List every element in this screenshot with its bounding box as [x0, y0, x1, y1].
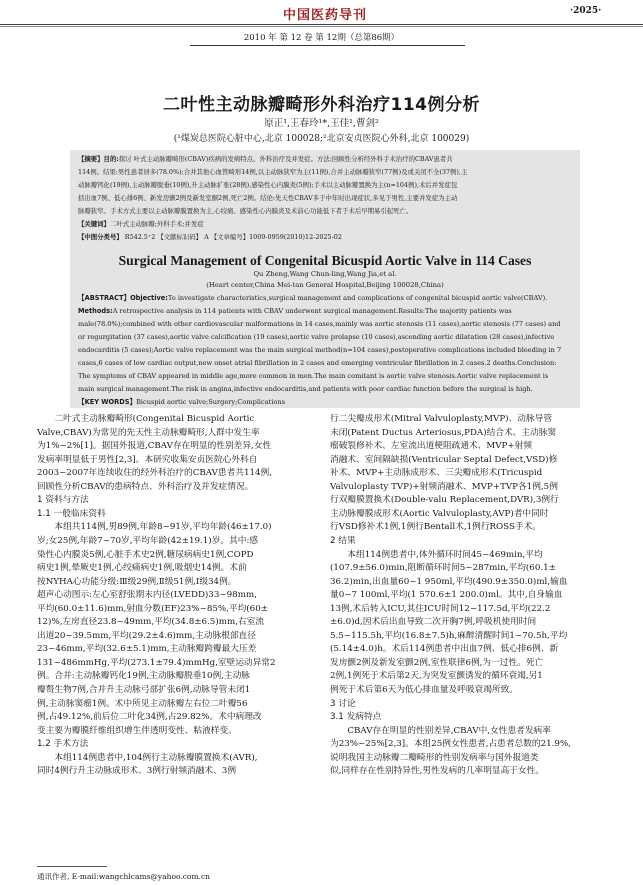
abstract_cn-line — [78, 179, 574, 192]
right_column-line: 3.1 发病特点 — [330, 712, 382, 723]
abstract_cn-line — [78, 166, 574, 179]
right_column-line: CBAV存在明显的性别差异,CBAV中,女性患者发病率 — [330, 725, 551, 736]
abstract_cn-text: 括出血7例、低心排6例、新发房颤2例及新发室颤2例,死亡2例。结论:先天性CBAV多于中年时出现症状,多见于男性,主要并发症为主动 — [78, 194, 458, 202]
journal-name: 中国医药导刊 — [283, 8, 368, 23]
right_column-line: 36.2)min,出血量60~1 950ml,平均(490.9±350.0)ml,输血 — [330, 576, 568, 587]
left_column-line: 1.1 一般临床资料 — [37, 508, 106, 519]
issue-rule — [190, 45, 465, 46]
header-rule — [0, 24, 643, 25]
left_column-line: 23~46mm,平均(32.6±5.1)mm,主动脉瓣跨瓣最大压差 — [37, 644, 257, 655]
abstract_en-line — [78, 383, 574, 396]
right_column-line: 例死于术后第6天为低心排血量及呼吸衰竭所致。 — [330, 685, 518, 695]
abstract_en-text: or regurgitation (37 cases),aortic valve calcification (19 cases),aortic valve prolapse (10 cases),ascending aortic dilatation (28 cases),infective — [78, 333, 555, 341]
title-chinese: 二叶性主动脉瓣畸形外科治疗114例分析 — [163, 95, 480, 115]
left_column-line: 例,主动脉窦瘤1例。术中所见主动脉瓣左右位二叶瓣56 — [37, 698, 248, 709]
abstract_en-text: endocarditis (5 cases);Aortic valve replacement was the main surgical method(n=104 cases),postoperative complications included bleeding in 7 — [78, 346, 562, 354]
abstract_cn-text: 二叶式主动脉瓣;外科手术;并发症 — [109, 220, 204, 228]
footnote-rule — [37, 866, 107, 867]
left_column-line: 12)%,左房直径23.8~49mm,平均(34.8±6.5)mm,右室流 — [37, 617, 265, 628]
abstract_en-text: main surgical management.The risk in angina,infective endocarditis,and patients with poor cardiac function before the surgical is high. — [78, 385, 533, 393]
right_column-line: 5.5~115.5h,平均(16.8±7.5)h,麻醉清醒时间1~70.5h,平均 — [330, 630, 568, 641]
right_column-line: Valvuloplasty TVP)+射频消融术、MVP+TVP各1例,5例 — [330, 481, 558, 492]
abstract_cn-line — [78, 192, 574, 205]
abstract_cn-text: 探讨 叶式主动脉瓣畸形(CBAV)疾病的发病特点、外科治疗及并发症。方法:回顾性分析经外科手术治疗的CBAV患者共 — [118, 155, 453, 163]
abstract_en-label: Methods: — [78, 307, 113, 315]
left_column-line: 本组共114例,男89例,年龄8~91岁,平均年龄(46±17.0) — [37, 522, 272, 533]
right_column-line: 似,同样存在性别特异性,男性发病的几率明显高于女性。 — [330, 766, 545, 777]
right_column-line: 消融术、室间隔缺损(Ventricular Septal Defect,VSD)修 — [330, 454, 558, 465]
abstract_cn-line — [78, 153, 574, 166]
abstract_en-text: The symptoms of CBAV appeared in middle age,more common in men.The main comitant is aortic valve stenosis.Aortic valve replacement is — [78, 372, 549, 380]
left_column-line: 染性心内膜炎5例,心脏手术史2例,糖尿病病史1例,COPD — [37, 549, 254, 560]
right_column-line: 3 讨论 — [330, 698, 356, 709]
left_column-line: 岁;女25例,年龄7~70岁,平均年龄(42±19.1)岁。其中:感 — [37, 535, 259, 546]
affiliation-english: (Heart center,China Mei-tan General Hospital,Beijing 100028,China) — [206, 281, 444, 289]
left_column-line: 变主要为瓣膜纤维组织增生伴透明变性、粘液样变。 — [37, 725, 237, 736]
right_column-line: 为23%~25%[2,3]。本组25例女性患者,占患者总数的21.9%, — [330, 739, 571, 750]
right_column-line: ±6.0)d,因术后出血导致二次开胸7例,呼吸机使用时间 — [330, 617, 537, 628]
authors-chinese: 原正¹,王春玲¹*,王佳¹,曹剑² — [264, 118, 379, 129]
abstract_en-text: male(78.0%);combined with other cardiovascular malformations in 14 cases,mainly was aortic stenosis (11 cases),aortic stenosis (77 cases) and — [78, 320, 561, 328]
right_column-line: 行双瓣膜置换术(Double-valu Replacement,DVR),3例行 — [330, 495, 559, 506]
right_column-line: (5.14±4.0)h。术后114例患者中出血7例、低心排6例、新 — [330, 644, 559, 655]
abstract_cn-line — [78, 218, 574, 231]
right_column-line: 说明我国主动脉瓣二瓣畸形的性别发病率与国外报道类 — [330, 752, 539, 763]
abstract_en-text: cases,6 cases of low cardiac output,new onset atrial fibrillation in 2 cases and emerging ventricular fibrillation in 2 cases.2 deaths.Conclusion: — [78, 359, 557, 367]
abstract_en-label: 【KEY WORDS】 — [78, 398, 137, 406]
left_column-line: 1 资料与方法 — [37, 495, 89, 506]
left_column-line: 平均(60.0±11.6)mm,射血分数(EF)23%~85%,平均(60± — [37, 603, 269, 614]
left_column-line: 本组114例患者中,104例行主动脉瓣膜置换术(AVR), — [37, 752, 258, 763]
affiliation-chinese: (¹煤炭总医院心脏中心,北京 100028;²北京安贞医院心外科,北京 100029) — [173, 134, 470, 144]
right_column-line: 补术、MVP+主动脉成形术、三尖瓣成形术(Tricuspid — [330, 468, 543, 479]
footnote: 通讯作者, E-mail:wangchlcams@yahoo.com.cn — [37, 872, 210, 881]
left_column-line: 1.2 手术方法 — [37, 739, 89, 750]
header-rule-thin — [0, 26, 643, 27]
left_column-line: 2003~2007年连续收住的经外科治疗的CBAV患者共114例, — [37, 468, 272, 479]
page-number: ·2025· — [570, 6, 602, 16]
left_column-line: 发病率明显低于男性[2,3]。本研究收集安贞医院心外科自 — [37, 454, 258, 465]
abstract_en-text: A retrospective analysis in 114 patients with CBAV underwent surgical management.Results:The majority patients was — [112, 307, 512, 315]
abstract_en-text: Bicuspid aortic valve;Surgery;Complications — [136, 398, 286, 406]
left_column-line: 二叶式主动脉瓣畸形(Congenital Bicuspid Aortic — [37, 414, 255, 424]
left_column-line: 为1%~2%[1]。据国外报道,CBAV存在明显的性别差异,女性 — [37, 441, 272, 452]
right_column-line: 量0~7 100ml,平均(1 570.6±1 200.0)ml。其中,自身输血 — [330, 590, 563, 601]
right_column-line: 13例,术后转入ICU,其住ICU时间12~117.5d,平均(22.2 — [330, 603, 551, 614]
left_column-line: 131~486mmHg,平均(273.1±79.4)mmHg,室壁运动异常2 — [37, 657, 276, 668]
abstract_cn-label: 【摘要】目的: — [78, 155, 119, 163]
authors-english: Qu Zheng,Wang Chun-ling,Wang Jia,et al. — [253, 270, 397, 278]
abstract_cn-text: 114例。结果:男性患者居多(78.0%);合并其他心血管畸形14例,以主动脉狭窄为主(11例),合并主动脉瓣狭窄(77例)及或关闭不全(37例),主 — [78, 168, 468, 176]
right_column-line: 瘤破裂修补术、左室流出道梗阻疏通术、MVP+射频 — [330, 441, 533, 452]
right_column-line: 主动脉瓣膜成形术(Aortic Valvuloplasty,AVP)者中同时 — [330, 508, 549, 519]
abstract_cn-text: 动脉瓣钙化(19例),主动脉瓣脱垂(10例),升主动脉扩张(28例),感染性心内膜炎(5例);手术以主动脉瓣置换为主(n=104例),术后并发症包 — [78, 181, 458, 189]
left_column-line: 例。合并:主动脉瓣钙化19例,主动脉瓣脱垂10例,主动脉 — [37, 671, 250, 682]
abstract_cn-line — [78, 205, 574, 218]
abstract_en-line — [78, 370, 574, 383]
left_column-line: 出道20~39.5mm,平均(29.2±4.6)mm,主动脉根部直径 — [37, 630, 256, 641]
left_column-line: Valve,CBAV)为常见的先天性主动脉瓣畸形,人群中发生率 — [37, 427, 260, 438]
abstract_en-line — [78, 305, 574, 318]
right_column-line: 发房颤2例及新发室颤2例,室性联律6例,为一过性。死亡 — [330, 657, 544, 668]
left_column-line: 例,占49.12%,前后位二叶化34例,占29.82%。术中病理改 — [37, 712, 262, 723]
abstract_en-line — [78, 318, 574, 331]
right_column-line: (107.9±56.0)min,阻断循环时间5~287min,平均(60.1± — [330, 563, 556, 574]
right_column-line: 2例,1例死于术后第2天,为突发室颤诱发的循环衰竭,另1 — [330, 671, 543, 682]
left_column-line: 按NYHA心功能分级:Ⅲ级29例,Ⅱ级51例,Ⅰ级34例。 — [37, 576, 237, 587]
left_column-line: 瓣赘生物7例,合并升主动脉弓部扩张6例,动脉导管未闭1 — [37, 685, 251, 695]
abstract_cn-text: R542.5⁺2 【文献标识码】 A 【文章编号】1009-0959(2010)12-2025-02 — [122, 233, 342, 241]
abstract_en-line — [78, 344, 574, 357]
right_column-line: 2 结果 — [330, 535, 356, 546]
right_column-line: 行VSD修补术1例,1例行Bentall术,1例行ROSS手术。 — [330, 522, 541, 533]
abstract_en-label: 【ABSTRACT】Objective: — [78, 294, 168, 302]
title-english: Surgical Management of Congenital Bicuspid Aortic Valve in 114 Cases — [118, 253, 532, 268]
abstract_cn-label: 【关键词】 — [78, 220, 110, 228]
abstract_en-line — [78, 331, 574, 344]
right_column-line: 本组114例患者中,体外循环时间45~469min,平均 — [330, 549, 543, 560]
left_column-line: 回顾性分析CBAV的患病特点、外科治疗及并发症情况。 — [37, 481, 254, 492]
abstract_en-line — [78, 357, 574, 370]
left_column-line: 超声心动图示:左心室舒张期末内径(LVEDD)33~98mm, — [37, 590, 257, 601]
issue-line: 2010 年 第 12 卷 第 12期（总第86期） — [243, 33, 400, 43]
left_column-line: 同时4例行升主动脉成形术、3例行射频消融术、3例 — [37, 766, 237, 777]
abstract_cn-text: 脉瓣狭窄。手术方式主要以主动脉瓣膜置换为主,心绞痛、感染性心内膜炎及术前心功能低下者于术后早期易引起死亡。 — [78, 207, 413, 215]
abstract_cn-line — [78, 231, 574, 244]
abstract_en-line — [78, 292, 574, 305]
right_column-line: 未闭(Patent Ductus Arteriosus,PDA)结合术、主动脉窦 — [330, 427, 557, 438]
abstract_en-line — [78, 396, 574, 409]
abstract_en-text: To investigate characteristics,surgical management and complications of congenital bicuspid aortic valve(CBAV). — [167, 294, 548, 302]
left_column-line: 病史1例,晕厥史1例,心绞痛病史1例,吸烟史14例。术前 — [37, 563, 247, 574]
right_column-line: 行二尖瓣成形术(Mitral Valvuloplasty,MVP)、动脉导管 — [330, 414, 553, 424]
abstract_cn-label: 【中图分类号】 — [78, 233, 123, 241]
